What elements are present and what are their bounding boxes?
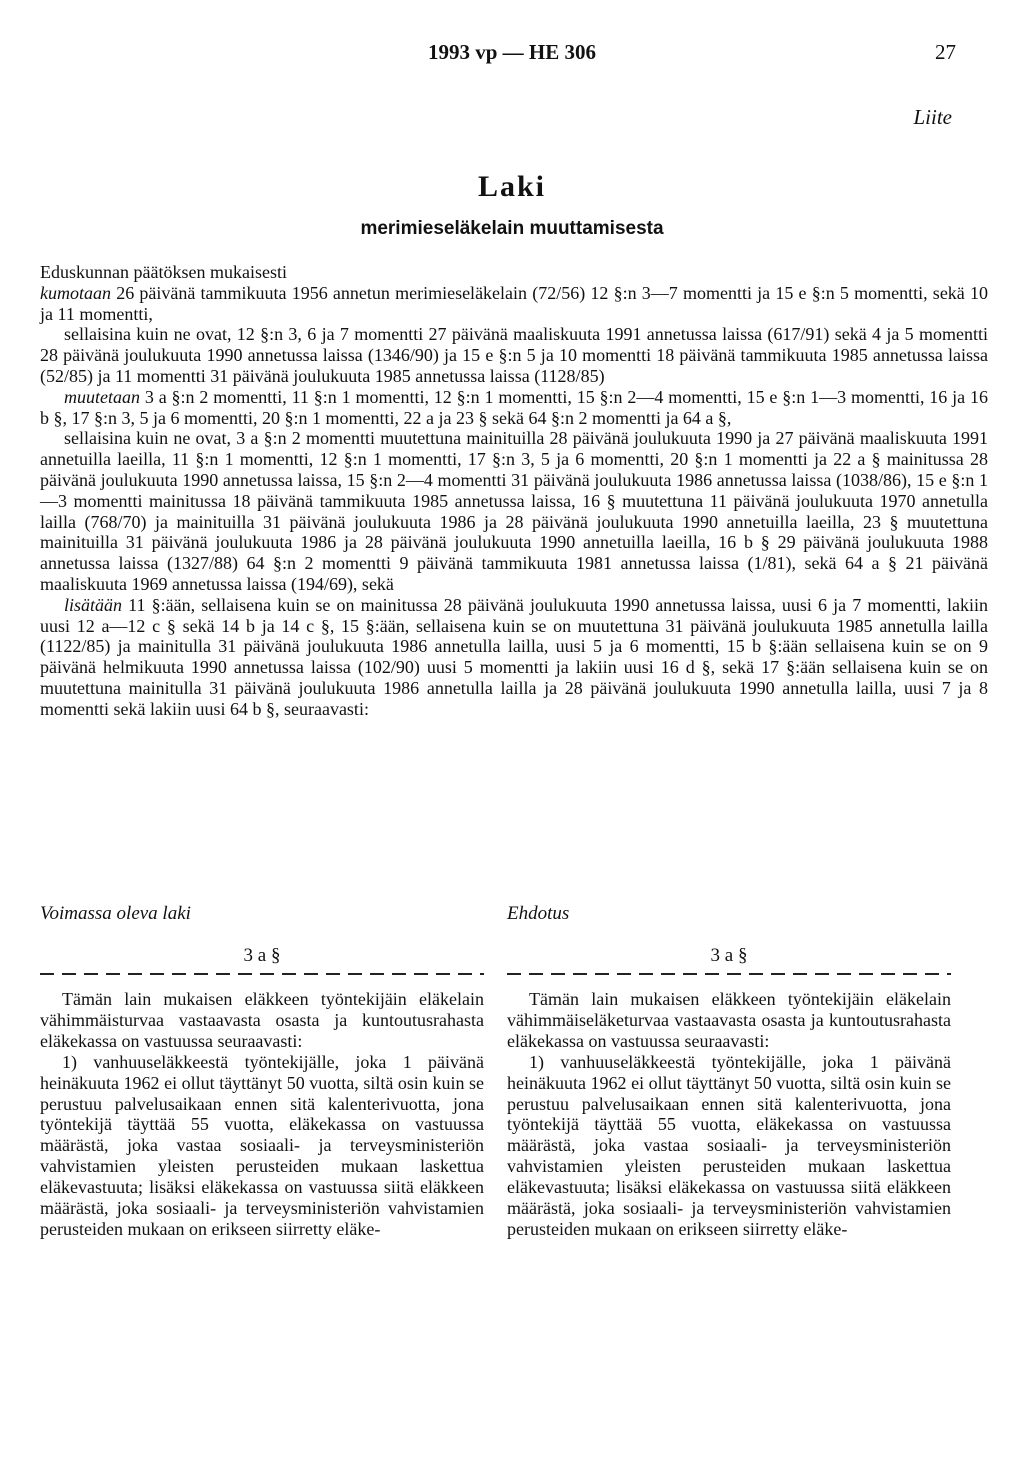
section-text — [40, 989, 484, 1240]
page-number: 27 — [935, 40, 956, 64]
add-text: 11 §:ään, sellaisena kuin se on mainitussa 28 päivänä joulukuuta 1990 annetussa laissa, uusi 6 ja 7 momentti, lakiin uusi 12 a—12 c § sekä 14 b ja 14 c §, 15 §:ään, sellaisena kuin se on muutettuna 31 päivänä joulukuuta 1985 annetulla lailla (1122/85) ja mainitulla 31 päivänä joulukuuta 1986 annetulla lailla, uusi 5 ja 6 momentti, 15 b §:ään sellaisena kuin se on 9 päivänä helmikuuta 1990 annetussa laissa (102/90) uusi 5 momentti ja lakiin uusi 16 d §, sekä 17 §:ään sellaisena kuin se on muutettuna mainitulla 31 päivänä joulukuuta 1986 annetulla lailla ja 28 päivänä joulukuuta 1990 annetulla lailla, uusi 7 ja 8 momentti sekä lakiin uusi 64 b §, seuraavasti: — [40, 594, 988, 719]
section-heading: 3 a § — [243, 945, 281, 966]
amend-clause — [40, 387, 988, 429]
amend-as-amended: sellaisina kuin ne ovat, 3 a §:n 2 momentti muutettuna mainituilla 28 päivänä joulukuuta 1990 ja 27 päivänä maaliskuuta 1991 annetuilla laeilla, 11 §:n 1 momentti, 12 §:n 1 momentti, 17 §:n 3, 5 ja 6 momentti, 20 §:n 1 momentti ja 22 a § mainitussa 28 päivänä joulukuuta 1990 annetussa laissa, 15 §:n 2—4 momentti 31 päivänä joulukuuta 1986 annetussa laissa (1038/86), 15 e §:n 1—3 momentti mainitussa 18 päivänä tammikuuta 1985 annetussa laissa, 16 § muutettuna 11 päivänä joulukuuta 1970 annetulla lailla (768/70) ja mainituilla 31 päivänä joulukuuta 1986 ja 28 päivänä joulukuuta 1990 annetuilla laeilla, 23 § muutettuna mainituilla 31 päivänä joulukuuta 1986 ja 28 päivänä joulukuuta 1990 annetuilla laeilla, 16 b § 29 päivänä joulukuuta 1988 annetussa laissa (1327/88) 64 §:n 2 momentti 9 päivänä tammikuuta 1981 annetussa laissa (1/81), sekä 64 a § 21 päivänä maaliskuuta 1969 annetussa laissa (194/69), sekä — [40, 428, 988, 594]
appendix-label: Liite — [913, 105, 952, 129]
section-heading: 3 a § — [710, 945, 748, 966]
section-paragraph: 1) vanhuuseläkkeestä työntekijälle, joka 1 päivänä heinäkuuta 1962 ei ollut täyttänyt 50 vuotta, siltä osin kuin se perustuu palvelusaikaan ennen sitä kalenterivuotta, jona työntekijä täyttää 55 vuotta, eläkekassa on vastuussa määrästä, joka vastaa sosiaali- ja terveysministeriön vahvistamien yleisten perusteiden mukaan laskettua eläkevastuuta; lisäksi eläkekassa on vastuussa siitä eläkkeen määrästä, joka sosiaali- ja terveysministeriön vahvistamien perusteiden mukaan on erikseen siirretty eläke- — [507, 1051, 951, 1239]
omission-dashes — [40, 973, 484, 975]
current-law-heading: Voimassa oleva laki — [40, 903, 191, 924]
law-title: Laki — [477, 170, 547, 203]
repeal-keyword: kumotaan — [40, 282, 111, 303]
current-law-column — [40, 945, 484, 1240]
add-clause — [40, 595, 988, 720]
preamble — [40, 262, 988, 720]
enactment-clause: Eduskunnan päätöksen mukaisesti — [40, 262, 287, 282]
law-subtitle: merimieseläkelain muuttamisesta — [360, 218, 664, 239]
amend-keyword: muutetaan — [64, 386, 140, 407]
section-paragraph: 1) vanhuuseläkkeestä työntekijälle, joka 1 päivänä heinäkuuta 1962 ei ollut täyttänyt 50 vuotta, siltä osin kuin se perustuu palvelusaikaan ennen sitä kalenterivuotta, jona työntekijä täyttää 55 vuotta, eläkekassa on vastuussa määrästä, joka vastaa sosiaali- ja terveysministeriön vahvistamien yleisten perusteiden mukaan laskettua eläkevastuuta; lisäksi eläkekassa on vastuussa siitä eläkkeen määrästä, joka sosiaali- ja terveysministeriön vahvistamien perusteiden mukaan on erikseen siirretty eläke- — [40, 1051, 484, 1239]
omission-dashes — [507, 973, 951, 975]
section-paragraph: Tämän lain mukaisen eläkkeen työntekijäin eläkelain vähimmäiseläketurvaa vastaavasta osasta ja kuntoutusrahasta eläkekassa on vastuussa seuraavasti: — [507, 989, 951, 1051]
proposal-column — [507, 945, 951, 1240]
proposal-heading: Ehdotus — [507, 903, 570, 924]
add-keyword: lisätään — [64, 594, 123, 615]
section-text — [507, 989, 951, 1240]
repeal-clause — [40, 283, 988, 325]
repeal-text: 26 päivänä tammikuuta 1956 annetun merimieseläkelain (72/56) 12 §:n 3—7 momentti ja 15 e §:n 5 momentti, sekä 10 ja 11 momentti, — [40, 282, 988, 324]
repeal-as-amended: sellaisina kuin ne ovat, 12 §:n 3, 6 ja 7 momentti 27 päivänä maaliskuuta 1991 annetussa laissa (617/91) sekä 4 ja 5 momentti 28 päivänä joulukuuta 1990 annetussa laissa (1346/90) ja 15 e §:n 5 ja 10 momentti 18 päivänä tammikuuta 1985 annetussa laissa (52/85) ja 11 momentti 31 päivänä joulukuuta 1985 annetussa laissa (1128/85) — [40, 324, 988, 386]
running-head: 1993 vp — HE 306 — [427, 40, 597, 64]
amend-text: 3 a §:n 2 momentti, 11 §:n 1 momentti, 12 §:n 1 momentti, 15 §:n 2—4 momentti, 15 e §:n 1—3 momentti, 16 ja 16 b §, 17 §:n 3, 5 ja 6 momentti, 20 §:n 1 momentti, 22 a ja 23 § sekä 64 §:n 2 momentti ja 64 a §, — [40, 386, 988, 428]
section-paragraph: Tämän lain mukaisen eläkkeen työntekijäin eläkelain vähimmäisturvaa vastaavasta osasta ja kuntoutusrahasta eläkekassa on vastuussa seuraavasti: — [40, 989, 484, 1051]
